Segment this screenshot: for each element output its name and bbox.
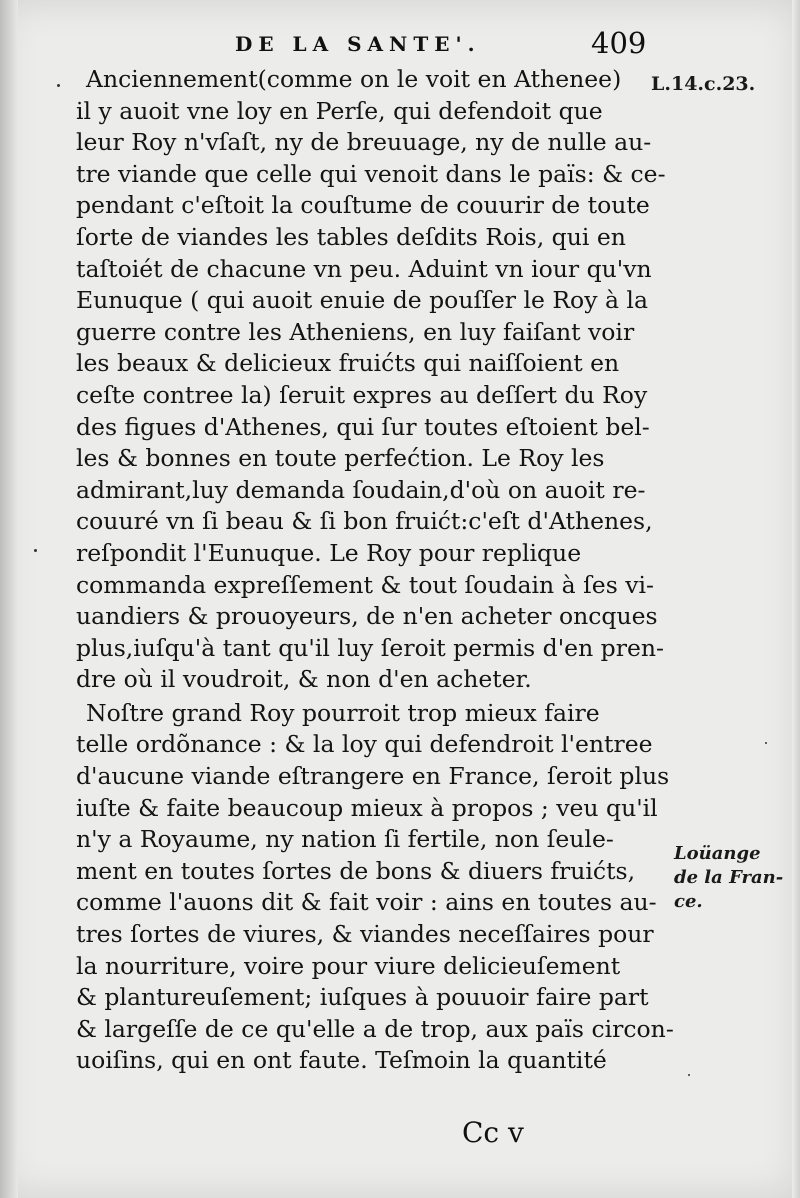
page-number: 409: [591, 26, 647, 60]
margin-note-reference: L.14.c.23.: [651, 73, 756, 95]
text-line: guerre contre les Atheniens, en luy faiſant voir: [76, 317, 635, 346]
text-line: n'y a Royaume, ny nation ſi fertile, non ſeule-: [76, 825, 614, 854]
text-line: il y auoit vne loy en Perſe, qui defendoit que: [76, 96, 603, 125]
text-line: des figues d'Athenes, qui ſur toutes eſtoient bel-: [76, 412, 650, 441]
text-line: tre viande que celle qui venoit dans le païs: & ce-: [76, 159, 666, 188]
paper-speck: [34, 549, 37, 552]
text-line: les beaux & delicieux fruićts qui naiſſoient en: [76, 349, 620, 378]
text-line: comme l'auons dit & fait voir : ains en toutes au-: [76, 888, 657, 917]
text-line: Noſtre grand Roy pourroit trop mieux faire: [86, 698, 600, 727]
text-line: pendant c'eſtoit la couſtume de couurir de toute: [76, 191, 650, 220]
text-line: & plantureuſement; iuſques à pouuoir faire part: [76, 983, 649, 1012]
paper-speck: [57, 84, 60, 87]
paper-speck: [688, 1074, 690, 1076]
page-edge: [792, 0, 800, 1198]
running-head: DE LA SANTE'.: [235, 32, 481, 56]
binding-gutter: [0, 0, 18, 1198]
text-line: & largeſſe de ce qu'elle a de trop, aux païs circon-: [76, 1014, 674, 1043]
text-line: reſpondit l'Eunuque. Le Roy pour replique: [76, 538, 582, 567]
margin-note-line: de la Fran-: [674, 867, 784, 888]
text-line: couuré vn ſi beau & ſi bon fruićt:c'eſt d'Athenes,: [76, 507, 653, 536]
text-line: admirant,luy demanda ſoudain,d'où on auoit re-: [76, 475, 646, 504]
text-line: uandiers & prouoyeurs, de n'en acheter oncques: [76, 602, 658, 631]
text-line: iuſte & faite beaucoup mieux à propos ; veu qu'il: [76, 793, 658, 822]
text-line: les & bonnes en toute perfećtion. Le Roy les: [76, 444, 605, 473]
text-line: ſorte de viandes les tables deſdits Rois, qui en: [76, 222, 626, 251]
text-line: plus,iuſqu'à tant qu'il luy ſeroit permis d'en pren-: [76, 633, 664, 662]
text-line: tres ſortes de viures, & viandes neceſſaires pour: [76, 920, 654, 949]
signature-mark: Cc v: [462, 1116, 524, 1149]
margin-note-praise: [674, 842, 783, 914]
text-line: leur Roy n'vſaſt, ny de breuuage, ny de nulle au-: [76, 128, 652, 157]
text-line: Anciennement(comme on le voit en Athenee): [86, 65, 622, 93]
text-line: dre où il voudroit, & non d'en acheter.: [76, 665, 532, 694]
body-text: [76, 64, 674, 1077]
paper-speck: [765, 742, 767, 744]
text-line: ceſte contree la) ſeruit expres au deſſert du Roy: [76, 380, 648, 409]
text-line: la nourriture, voire pour viure delicieuſement: [76, 951, 621, 980]
text-line: Eunuque ( qui auoit enuie de pouſſer le Roy à la: [76, 286, 648, 315]
text-line: commanda expreſſement & tout ſoudain à ſes vi-: [76, 570, 654, 599]
text-line: telle ordõnance : & la loy qui defendroit l'entree: [76, 730, 653, 759]
margin-note-line: ce.: [674, 891, 703, 912]
text-line: d'aucune viande eſtrangere en France, ſeroit plus: [76, 762, 670, 791]
margin-note-line: Loüange: [674, 843, 761, 864]
text-line: taſtoiét de chacune vn peu. Aduint vn iour qu'vn: [76, 254, 652, 283]
text-line: ment en toutes ſortes de bons & diuers fruićts,: [76, 856, 636, 885]
text-line: uoiſins, qui en ont faute. Teſmoin la quantité: [76, 1046, 607, 1075]
